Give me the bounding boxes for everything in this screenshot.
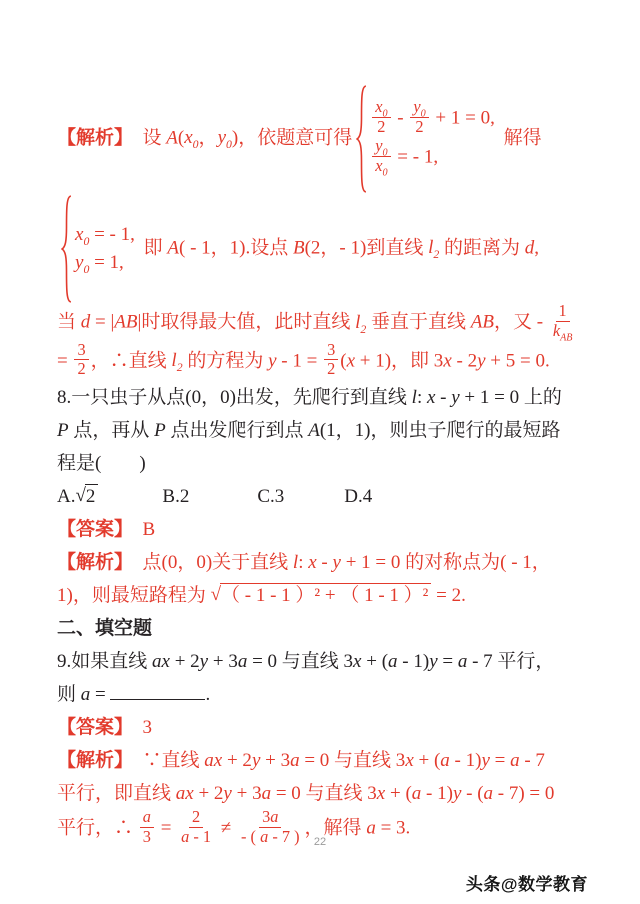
text-run: 则 xyxy=(57,684,81,706)
math-variable: x xyxy=(405,750,414,772)
math-variable: y xyxy=(429,651,438,673)
section2-heading xyxy=(57,612,593,645)
text-run: 的距离为 xyxy=(439,237,525,259)
answer8 xyxy=(57,513,593,546)
text-run: + 2 xyxy=(169,651,200,673)
text-run: + 2 xyxy=(222,750,252,772)
text-run: 点出发爬行到点 xyxy=(165,420,309,442)
text-run: 2 xyxy=(377,117,386,137)
subscripted-variable: $l_2$ xyxy=(171,350,183,374)
subscripted-variable: $k_{AB}$ xyxy=(552,320,573,344)
text-run: = - 1, xyxy=(89,224,135,246)
math-variable: a xyxy=(440,750,450,772)
solution7-line-3 xyxy=(57,301,593,344)
text-run: ( xyxy=(177,127,185,149)
solution7-line-2 xyxy=(57,194,593,304)
fraction-numerator xyxy=(189,808,203,828)
text-run: - 1 xyxy=(189,826,212,846)
text-run: = 0 与直线 3 xyxy=(271,783,377,805)
math-variable: y xyxy=(332,552,341,574)
text-run: + ( xyxy=(413,750,441,772)
text-run: B.2 xyxy=(162,486,190,508)
math-variable: x xyxy=(443,350,452,372)
fraction-numerator xyxy=(372,137,390,157)
text-run: - ( xyxy=(241,826,261,846)
math-variable: a xyxy=(270,807,279,827)
fraction-denominator xyxy=(324,360,338,379)
fraction xyxy=(372,98,390,137)
math-variable: x xyxy=(426,387,436,409)
fraction-numerator xyxy=(372,98,390,118)
text-run: A. xyxy=(57,486,76,508)
text-run: ， xyxy=(198,127,218,149)
text-run: + 3 xyxy=(231,783,262,805)
text-run: + ( xyxy=(361,651,389,673)
subscripted-variable: $y_0$ xyxy=(413,97,426,120)
text-run: 的方程为 xyxy=(182,350,269,372)
text-run: 1 xyxy=(558,301,567,320)
subscripted-variable: $l_2$ xyxy=(428,237,440,262)
text-run: - 1) xyxy=(397,651,430,673)
text-run: 平行，∴ xyxy=(57,817,138,839)
text-run: - 1 = xyxy=(276,350,323,372)
text-run: - 1) xyxy=(449,750,482,772)
text-run: 1)，则最短路程为 xyxy=(57,585,211,607)
fraction xyxy=(372,136,390,179)
text-run: |时取得最大值，此时直线 xyxy=(137,311,356,333)
text-run: ，∴直线 xyxy=(90,350,172,372)
text-run: ，解得 xyxy=(304,817,367,839)
answer-blank xyxy=(110,682,205,700)
math-variable: a xyxy=(457,651,468,673)
text-run: 设 xyxy=(123,127,167,149)
subscripted-variable: $l_2$ xyxy=(355,311,367,336)
problem9-line-2 xyxy=(57,678,593,711)
text-run: = xyxy=(437,651,458,673)
subscripted-variable: $x_0$ xyxy=(75,224,90,249)
text-run: : xyxy=(416,387,427,409)
text-run: 2 xyxy=(327,359,336,379)
text-run: (1，1)，则虫子爬行的最短路 xyxy=(319,420,561,442)
text-run: 即 xyxy=(138,237,168,259)
text-run: ∵直线 xyxy=(123,750,205,772)
math-variable: AB xyxy=(470,311,494,333)
text-run: - 7 xyxy=(519,750,545,772)
text-run: = 2. xyxy=(431,585,466,607)
math-variable: ax xyxy=(175,783,194,805)
fraction xyxy=(324,341,338,380)
text-run: 2 xyxy=(77,359,86,379)
math-variable: a xyxy=(80,684,91,706)
sqrt-expression xyxy=(75,484,98,509)
section-label: 【答案】 xyxy=(57,519,124,541)
problem8-line-2 xyxy=(57,414,593,447)
math-variable: y xyxy=(223,783,232,805)
problem8-line-3 xyxy=(57,447,593,480)
math-variable: d xyxy=(80,311,91,333)
fraction-denominator xyxy=(412,118,426,137)
text-run: 3 xyxy=(262,807,271,827)
fraction xyxy=(550,301,576,344)
section-label: 【解析】 xyxy=(57,750,124,772)
sqrt-expression xyxy=(211,583,432,608)
text-run: ( - 1，1).设点 xyxy=(179,237,293,259)
section-label: 【解析】 xyxy=(57,552,124,574)
text-run: 点，再从 xyxy=(68,420,155,442)
math-variable: a xyxy=(237,651,248,673)
text-run: + ( xyxy=(385,783,412,805)
problem9-line-1 xyxy=(57,645,593,678)
math-variable: ax xyxy=(152,651,170,673)
math-variable: y xyxy=(481,750,490,772)
text-run: - xyxy=(435,387,452,409)
text-run: - xyxy=(316,552,333,574)
math-variable: y xyxy=(199,651,209,673)
equation-row xyxy=(370,97,495,139)
text-run: 9.如果直线 xyxy=(57,651,153,673)
math-variable: B xyxy=(292,237,305,259)
text-run: + 1 = 0 的对称点为( - 1， xyxy=(340,552,551,574)
text-run: = 0 与直线 3 xyxy=(247,651,354,673)
solution7-line-1 xyxy=(57,84,593,194)
fraction-numerator xyxy=(259,808,281,828)
fraction-numerator xyxy=(74,341,88,361)
problem8-line-1 xyxy=(57,381,593,414)
document-content xyxy=(57,84,593,849)
equation-system-rows xyxy=(370,84,495,194)
text-run: : xyxy=(298,552,309,574)
page-number: 22 xyxy=(313,836,327,848)
solution9-line-1 xyxy=(57,744,593,777)
equation-system xyxy=(356,84,495,194)
text-run: （ - 1 - 1 ）² + （ 1 - 1 ）² xyxy=(221,585,429,607)
math-variable: AB xyxy=(114,311,138,333)
text-run: + 1 = 0, xyxy=(430,108,495,130)
math-variable: a xyxy=(388,651,398,673)
equation-row xyxy=(370,136,495,179)
text-run: ，又 - xyxy=(493,311,548,333)
text-run: = xyxy=(489,750,511,772)
fraction-denominator xyxy=(372,155,390,179)
subscripted-variable: $x_0$ xyxy=(375,155,388,179)
text-run: = - 1, xyxy=(392,146,439,168)
subscripted-variable: $y_0$ xyxy=(75,252,90,276)
text-run: = 3. xyxy=(375,817,411,839)
math-variable: l xyxy=(411,387,417,409)
text-run: = xyxy=(90,684,111,706)
math-variable: x xyxy=(376,783,386,805)
math-variable: a xyxy=(290,750,300,772)
answer9 xyxy=(57,711,593,744)
fraction-numerator xyxy=(140,808,154,828)
text-run: 点(0，0)关于直线 xyxy=(123,552,293,574)
section-label: 【解析】 xyxy=(57,127,124,149)
text-run: = xyxy=(155,817,177,839)
math-variable: x xyxy=(353,651,362,673)
text-run: 2 xyxy=(85,486,96,508)
equation-system-rows xyxy=(75,194,135,304)
section-label: 【答案】 xyxy=(57,717,124,739)
text-run: B xyxy=(123,519,156,541)
math-variable: a xyxy=(483,783,494,805)
subscripted-variable: $y_0$ xyxy=(217,127,232,152)
equation-system xyxy=(61,194,135,304)
text-run: 平行，即直线 xyxy=(57,783,176,805)
text-run: 当 xyxy=(57,311,81,333)
solution8-line-2 xyxy=(57,579,593,612)
text-run: 3 xyxy=(142,826,151,846)
text-run: - 2 xyxy=(451,350,478,372)
math-variable: ax xyxy=(204,750,223,772)
fraction-denominator xyxy=(74,360,88,379)
text-run: - xyxy=(392,108,409,130)
math-variable: y xyxy=(477,350,486,372)
text-run: 3 xyxy=(77,339,86,359)
math-variable: a xyxy=(260,826,269,846)
solution7-line-4 xyxy=(57,339,593,382)
text-run: )，依题意可得 xyxy=(231,127,353,149)
text-run: 3 xyxy=(123,717,153,739)
math-variable: a xyxy=(181,826,190,846)
text-run: 2 xyxy=(415,117,424,137)
fraction xyxy=(410,98,428,137)
math-variable: y xyxy=(451,387,460,409)
left-brace-icon xyxy=(61,194,72,304)
equation-row xyxy=(75,221,135,249)
text-run: + 2 xyxy=(193,783,224,805)
text-run: 2 xyxy=(192,807,201,827)
math-variable: a xyxy=(261,783,272,805)
text-run: = 0 与直线 3 xyxy=(299,750,406,772)
text-run: (2，- 1)到直线 xyxy=(304,237,429,259)
watermark: 头条@数学教育 xyxy=(465,875,588,894)
sqrt-content xyxy=(85,484,99,509)
text-run: = | xyxy=(90,311,115,333)
text-run: , xyxy=(534,237,540,259)
subscripted-variable: $x_0$ xyxy=(184,127,199,152)
math-variable: d xyxy=(524,237,535,259)
fraction-numerator xyxy=(556,302,570,322)
text-run: 垂直于直线 xyxy=(366,311,471,333)
text-run: . xyxy=(205,684,211,706)
text-run: - ( xyxy=(461,783,484,805)
math-variable: y xyxy=(268,350,277,372)
math-variable: A xyxy=(166,127,178,149)
solution8-line-1 xyxy=(57,546,593,579)
text-run: 解得 xyxy=(498,127,542,149)
text-run: D.4 xyxy=(344,486,373,508)
fraction-denominator xyxy=(550,320,576,344)
text-run: = xyxy=(57,350,73,372)
math-variable: a xyxy=(366,817,376,839)
text-run: - 7 ) xyxy=(268,826,300,846)
problem8-options xyxy=(57,480,593,513)
math-variable: P xyxy=(154,420,166,442)
math-variable: a xyxy=(510,750,520,772)
subscripted-variable: $y_0$ xyxy=(375,136,388,159)
math-variable: P xyxy=(57,420,69,442)
equation-row xyxy=(75,249,135,277)
text-run: + 1 = 0 上的 xyxy=(459,387,562,409)
text-run: C.3 xyxy=(257,486,285,508)
text-run: 程是( ) xyxy=(57,453,146,475)
solution9-line-2 xyxy=(57,777,593,810)
math-variable: A xyxy=(308,420,320,442)
text-run: + 3 xyxy=(208,651,238,673)
radical-icon: √ xyxy=(210,584,222,606)
math-variable: y xyxy=(251,750,261,772)
math-variable: l xyxy=(292,552,299,574)
text-run: ≠ xyxy=(216,817,237,839)
text-run: - 1) xyxy=(421,783,453,805)
text-run: 3 xyxy=(327,339,336,359)
fraction-denominator xyxy=(374,118,388,137)
text-run: = 1, xyxy=(89,252,124,273)
math-variable: x xyxy=(346,350,356,372)
text-run: - 7) = 0 xyxy=(493,783,555,805)
text-run: ( xyxy=(340,350,347,372)
text-run: - 7 平行， xyxy=(467,651,555,673)
text-run: 二、填空题 xyxy=(57,618,153,640)
fraction xyxy=(74,341,88,380)
text-run: + 1)，即 3 xyxy=(355,350,444,372)
text-run: + 5 = 0. xyxy=(485,350,550,372)
radical-icon: √ xyxy=(75,485,86,507)
fraction-numerator xyxy=(324,341,338,361)
math-variable: x xyxy=(308,552,317,574)
math-variable: y xyxy=(452,783,462,805)
text-run: 8.一只虫子从点(0，0)出发，先爬行到直线 xyxy=(57,387,412,409)
text-run: + 3 xyxy=(260,750,291,772)
sqrt-content xyxy=(220,583,431,608)
fraction-numerator xyxy=(410,98,428,118)
left-brace-icon xyxy=(356,84,367,194)
subscripted-variable: $x_0$ xyxy=(375,97,388,120)
math-variable: A xyxy=(167,237,179,259)
math-variable: a xyxy=(411,783,422,805)
math-variable: a xyxy=(142,807,151,827)
